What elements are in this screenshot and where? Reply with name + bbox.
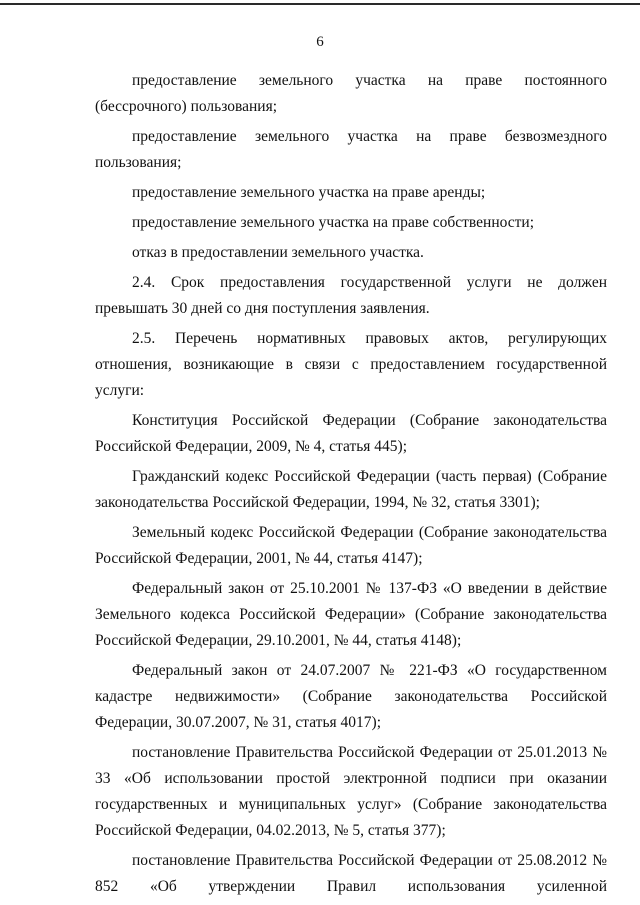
paragraph: Земельный кодекс Российской Федерации (Собрание законодательства Российской Федерации, 2001, № 44, статья 4147); bbox=[95, 524, 607, 567]
paragraph: Федеральный закон от 25.10.2001 № 137-ФЗ «О введении в действие Земельного кодекса Российской Федерации» (Собрание законодательства Российской Федерации, 29.10.2001, № 44, статья 4148); bbox=[95, 580, 607, 649]
paragraph: предоставление земельного участка на праве постоянного (бессрочного) пользования; bbox=[95, 72, 607, 115]
document-body bbox=[95, 68, 607, 904]
paragraph: отказ в предоставлении земельного участка. bbox=[132, 244, 424, 261]
paragraph: предоставление земельного участка на праве безвозмездного пользования; bbox=[95, 128, 607, 171]
paragraph: постановление Правительства Российской Федерации от 25.01.2013 № 33 «Об использовании простой электронной подписи при оказании государственных и муниципальных услуг» (Собрание законодательства Российской Федерации, 04.02.2013, № 5, статья 377); bbox=[95, 744, 607, 839]
paragraph: 2.5. Перечень нормативных правовых актов, регулирующих отношения, возникающие в связи с предоставлением государственной услуги: bbox=[95, 330, 607, 399]
page-number: 6 bbox=[316, 34, 324, 50]
paragraph: предоставление земельного участка на праве аренды; bbox=[132, 184, 486, 201]
paragraph: Гражданский кодекс Российской Федерации (часть первая) (Собрание законодательства Российской Федерации, 1994, № 32, статья 3301); bbox=[95, 468, 607, 511]
paragraph: 2.4. Срок предоставления государственной услуги не должен превышать 30 дней со дня поступления заявления. bbox=[95, 274, 607, 317]
paragraph: Федеральный закон от 24.07.2007 № 221-ФЗ «О государственном кадастре недвижимости» (Собрание законодательства Российской Федерации, 30.07.2007, № 31, статья 4017); bbox=[95, 662, 607, 731]
paragraph: предоставление земельного участка на праве собственности; bbox=[132, 214, 535, 231]
paragraph: постановление Правительства Российской Федерации от 25.08.2012 № 852 «Об утверждении Правил использования усиленной bbox=[95, 852, 607, 895]
page-top-edge bbox=[0, 3, 640, 5]
paragraph: Конституция Российской Федерации (Собрание законодательства Российской Федерации, 2009, № 4, статья 445); bbox=[95, 412, 607, 455]
